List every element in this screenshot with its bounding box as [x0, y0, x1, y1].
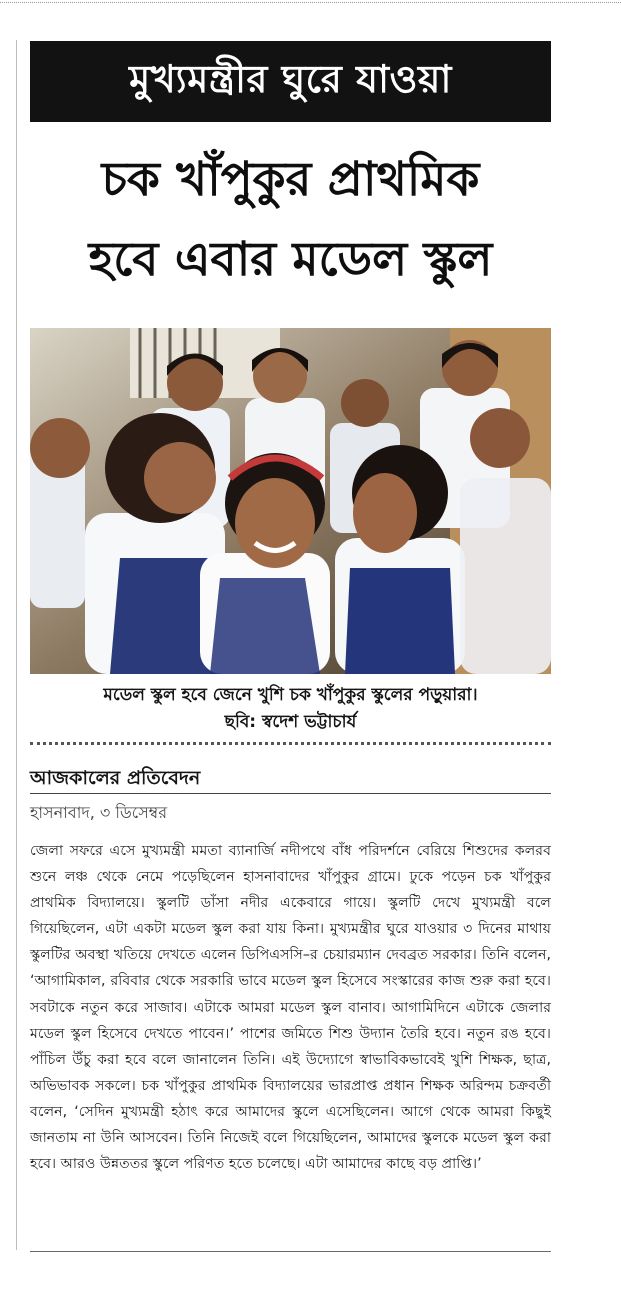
news-photo: [30, 328, 551, 674]
kicker-banner: [30, 41, 551, 122]
caption-dotted-rule: [30, 742, 551, 745]
headline: [30, 140, 551, 300]
photo-credit: ছবি: স্বদেশ ভট্টাচার্য: [224, 712, 357, 732]
byline: আজকালের প্রতিবেদন: [30, 767, 201, 789]
dateline: হাসনাবাদ, ৩ ডিসেম্বর: [30, 803, 167, 822]
headline-line-2: হবে এবার মডেল স্কুল: [88, 232, 493, 287]
byline-rule: [30, 793, 551, 794]
top-dotted-rule: [0, 2, 621, 3]
article-body: জেলা সফরে এসে মুখ্যমন্ত্রী মমতা ব্যানার্জি নদীপথে বাঁধ পরিদর্শনে বেরিয়ে শিশুদের কলরব শুনে লঞ্চ থেকে নেমে পড়েছিলেন হাসনাবাদের খাঁপুকুর গ্রামে। ঢুকে পড়েন চক খাঁপুকুর প্রাথমিক বিদ্যালয়ে। স্কুলটি ডাঁসা নদীর একেবারে গায়ে। স্কুলটি দেখে মুখ্যমন্ত্রী বলে গিয়েছিলেন, এটা একটা মডেল স্কুল করা যায় কিনা। মুখ্যমন্ত্রীর ঘুরে যাওয়ার ৩ দিনের মাথায় স্কুলটির অবস্থা খতিয়ে দেখতে এলেন ডিপিএসসি–র চেয়ারম্যান দেবব্রত সরকার। তিনি বলেন, ‘আগামিকাল, রবিবার থেকে সরকারি ভাবে মডেল স্কুল হিসেবে সংস্কারের কাজ শুরু করা হবে। সবটাকে নতুন করে সাজাব। এটাকে আমরা মডেল স্কুল বানাব। আগামিদিনে এটাকে জেলার মডেল স্কুল হিসেবে দেখতে পাবেন।’ পাশের জমিতে শিশু উদ্যান তৈরি হবে। নতুন রঙ হবে। পাঁচিল উঁচু করা হবে বলে জানালেন তিনি। এই উদ্যোগে স্বাভাবিকভাবেই খুশি শিক্ষক, ছাত্র, অভিভাবক সকলে। চক খাঁপুকুর প্রাথমিক বিদ্যালয়ের ভারপ্রাপ্ত প্রধান শিক্ষক অরিন্দম চক্রবর্তী বলেন, ‘সেদিন মুখ্যমন্ত্রী হঠাৎ করে আমাদের স্কুলে এসেছিলেন। আগে থেকে আমরা কিছুই জানতাম না উনি আসবেন। তিনি নিজেই বলে গিয়েছিলেন, আমাদের স্কুলকে মডেল স্কুল করা হবে। আরও উন্নততর স্কুলে পরিণত হতে চলেছে। এটা আমাদের কাছে বড় প্রাপ্তি।’: [30, 843, 552, 1173]
caption-text: মডেল স্কুল হবে জেনে খুশি চক খাঁপুকুর স্কুলের পড়ুয়ারা।: [103, 685, 478, 705]
column-rule: [16, 40, 17, 1250]
kicker-text: মুখ্যমন্ত্রীর ঘুরে যাওয়া: [129, 56, 452, 101]
photo-caption: [30, 682, 551, 736]
children-photo-illustration: [30, 328, 551, 674]
article-end-rule: [30, 1251, 551, 1252]
headline-line-1: চক খাঁপুকুর প্রাথমিক: [101, 152, 480, 207]
